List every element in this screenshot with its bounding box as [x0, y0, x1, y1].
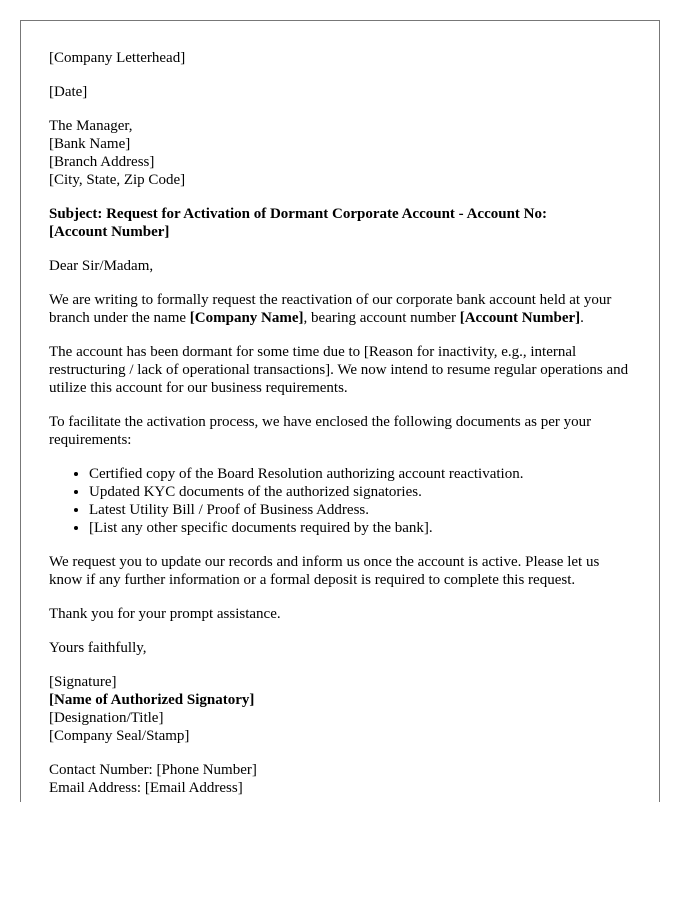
closing-line — [49, 639, 633, 657]
list-item: • Certified copy of the Board Resolution authorizing account reactivation. — [89, 465, 633, 483]
contact-email: Email Address: [Email Address] — [49, 780, 243, 796]
recipient-line-3: [Branch Address] — [49, 154, 155, 170]
documents-list — [49, 465, 633, 537]
recipient-line-4: [City, State, Zip Code] — [49, 172, 186, 188]
paragraph-update-request — [49, 553, 633, 589]
salutation-text: Dear Sir/Madam, — [49, 258, 154, 274]
account-number-placeholder: [Account Number] — [459, 310, 581, 326]
thanks-line — [49, 605, 633, 623]
date-text: [Date] — [49, 84, 88, 100]
recipient-address — [49, 117, 633, 189]
signatory-designation: [Designation/Title] — [49, 710, 164, 726]
paragraph-enclosures — [49, 413, 633, 449]
letterhead-text: [Company Letterhead] — [49, 50, 186, 66]
signature-placeholder: [Signature] — [49, 674, 117, 690]
paragraph-reason — [49, 343, 633, 397]
thanks-text: Thank you for your prompt assistance. — [49, 606, 281, 622]
subject-line-1: Subject: Request for Activation of Dormant Corporate Account - Account No: — [49, 206, 547, 222]
para1-before: We are writing to formally request the reactivation of our corporate bank account held at your branch under the name — [49, 292, 612, 326]
para1-middle: , bearing account number — [303, 310, 460, 326]
subject-line-2: [Account Number] — [49, 224, 170, 240]
closing-text: Yours faithfully, — [49, 640, 147, 656]
para1-end: . — [580, 310, 584, 326]
letter-page — [20, 20, 660, 802]
contact-phone: Contact Number: [Phone Number] — [49, 762, 257, 778]
company-seal-placeholder: [Company Seal/Stamp] — [49, 728, 190, 744]
recipient-line-1: The Manager, — [49, 118, 133, 134]
salutation — [49, 257, 633, 275]
signature-block — [49, 673, 633, 745]
company-name-placeholder: [Company Name] — [189, 310, 304, 326]
subject-line — [49, 205, 633, 241]
contact-details — [49, 761, 633, 797]
paragraph-request — [49, 291, 633, 327]
letter-date — [49, 83, 633, 101]
list-item: • Updated KYC documents of the authorized signatories. — [89, 483, 633, 501]
list-item: • [List any other specific documents required by the bank]. — [89, 519, 633, 537]
recipient-line-2: [Bank Name] — [49, 136, 131, 152]
para3-text: To facilitate the activation process, we have enclosed the following documents as per your requirements: — [49, 414, 592, 448]
letterhead — [49, 49, 633, 67]
letter-content — [49, 49, 633, 802]
signatory-name: [Name of Authorized Signatory] — [49, 692, 255, 708]
list-item: • Latest Utility Bill / Proof of Business Address. — [89, 501, 633, 519]
para2-text: The account has been dormant for some time due to [Reason for inactivity, e.g., internal restructuring / lack of operational transactions]. We now intend to resume regular operations and utilize this account for our business requirements. — [49, 344, 629, 396]
para4-text: We request you to update our records and inform us once the account is active. Please let us know if any further information or a formal deposit is required to complete this request. — [49, 554, 600, 588]
